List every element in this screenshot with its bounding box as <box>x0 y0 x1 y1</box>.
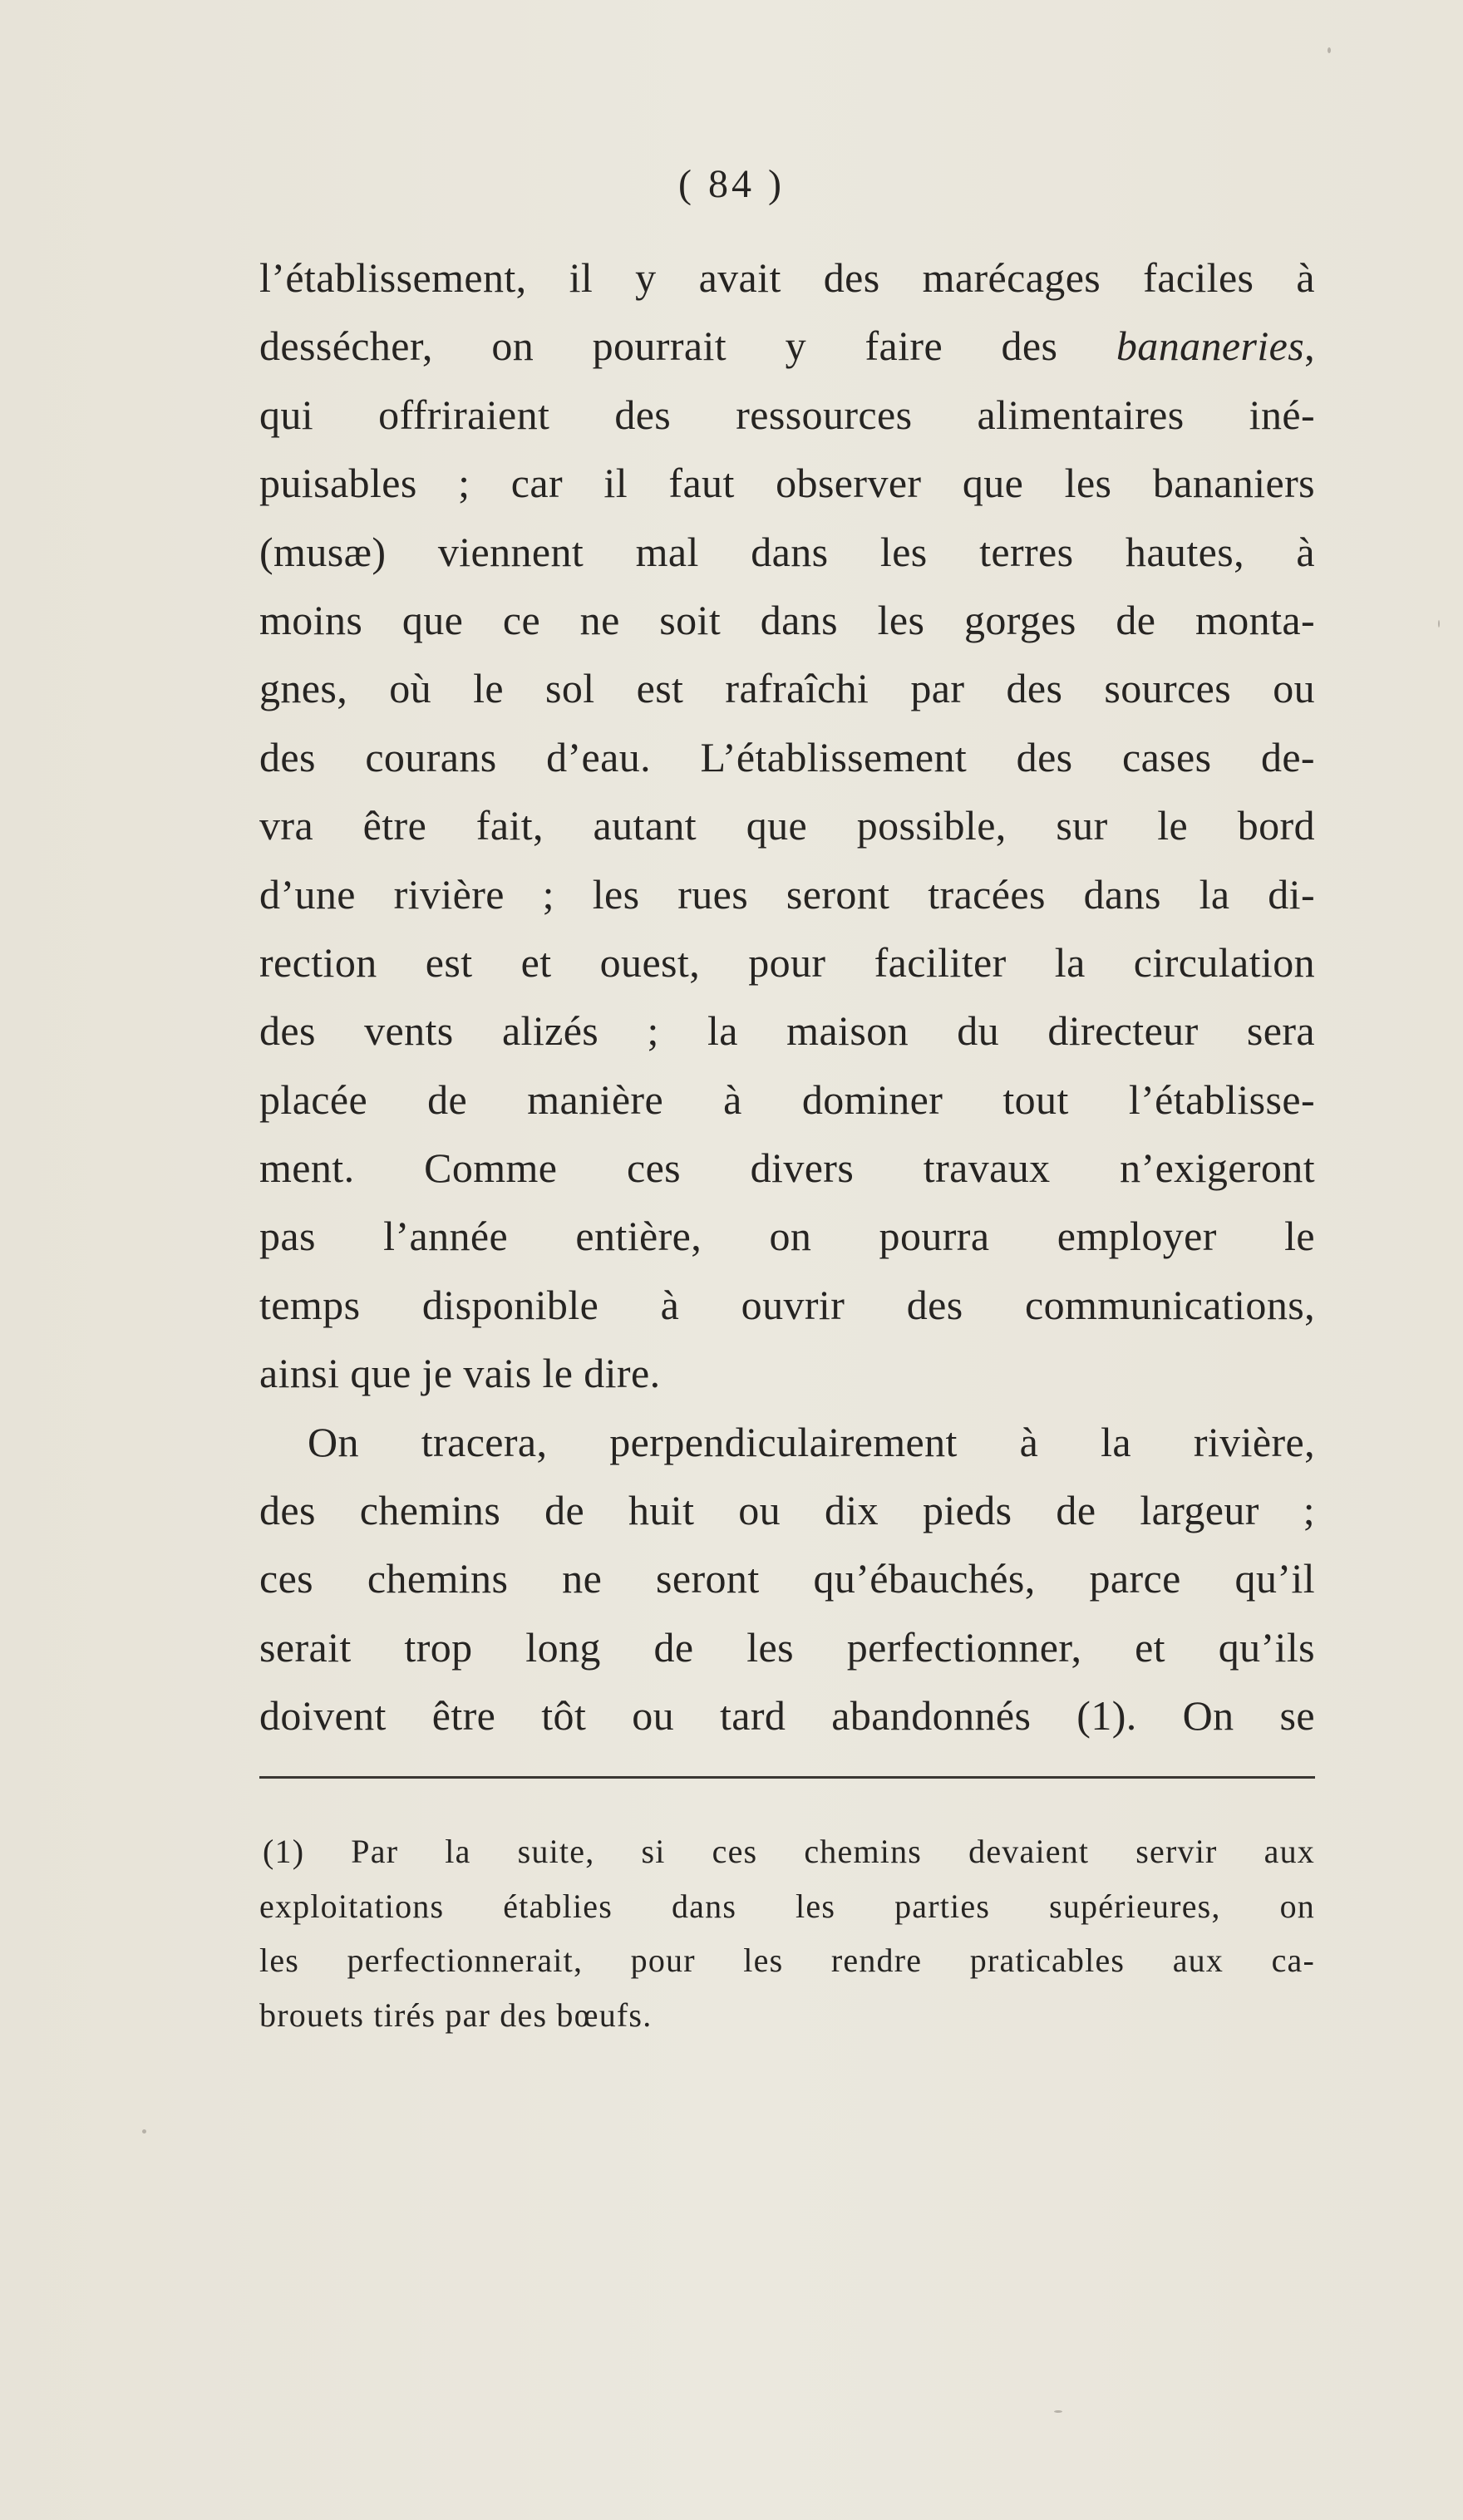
text-line-3: qui offriraient des ressources alimentaires iné- <box>259 391 1315 438</box>
text-line-13: placée de manière à dominer tout l’établisse- <box>259 1075 1315 1123</box>
paper-speck-4 <box>1438 620 1440 628</box>
footnote-divider <box>259 1776 1315 1779</box>
main-text-block <box>259 244 1315 1750</box>
text-line-2-start: dessécher, on pourrait y faire des <box>259 322 1058 370</box>
footnote-line-1: (1) Par la suite, si ces chemins devaient servir aux <box>263 1833 1315 1870</box>
footnote-line-4: brouets tirés par des bœufs. <box>259 1996 653 2034</box>
text-line-11: rection est et ouest, pour faciliter la circulation <box>259 938 1315 986</box>
text-line-2-end: , <box>1304 322 1315 370</box>
paper-speck-1 <box>1328 47 1331 53</box>
text-line-21: serait trop long de les perfectionner, et qu’ils <box>259 1623 1315 1671</box>
text-line-14: ment. Comme ces divers travaux n’exigeront <box>259 1144 1315 1192</box>
text-line-19: des chemins de huit ou dix pieds de largeur ; <box>259 1487 1315 1534</box>
text-line-8: des courans d’eau. L’établissement des cases de- <box>259 733 1315 780</box>
text-line-9: vra être fait, autant que possible, sur le bord <box>259 802 1315 849</box>
page-number: ( 84 ) <box>678 162 785 206</box>
text-line-4: puisables ; car il faut observer que les bananiers <box>259 460 1315 507</box>
text-line-15: pas l’année entière, on pourra employer le <box>259 1213 1315 1260</box>
text-line-18: On tracera, perpendiculairement à la rivière, <box>308 1418 1315 1465</box>
text-line-22: doivent être tôt ou tard abandonnés (1). On se <box>259 1692 1315 1740</box>
text-line-10: d’une rivière ; les rues seront tracées dans la di- <box>259 870 1315 918</box>
text-line-16: temps disponible à ouvrir des communications, <box>259 1281 1315 1328</box>
footnote-block <box>259 1824 1315 2042</box>
italic-bananeries: bananeries <box>1116 322 1305 370</box>
footnote-line-2: exploitations établies dans les parties supérieures, on <box>259 1887 1315 1925</box>
paper-speck-2 <box>142 2129 146 2134</box>
text-line-20: ces chemins ne seront qu’ébauchés, parce qu’il <box>259 1555 1315 1602</box>
text-line-7: gnes, où le sol est rafraîchi par des sources ou <box>259 665 1315 712</box>
paper-speck-3 <box>1054 2410 1062 2413</box>
text-line-1: l’établissement, il y avait des marécages faciles à <box>259 254 1315 301</box>
text-line-5: (musæ) viennent mal dans les terres hautes, à <box>259 528 1315 575</box>
footnote-line-3: les perfectionnerait, pour les rendre praticables aux ca- <box>259 1942 1315 1979</box>
text-line-12: des vents alizés ; la maison du directeur sera <box>259 1007 1315 1055</box>
text-line-2 <box>259 312 1315 380</box>
text-line-17: ainsi que je vais le dire. <box>259 1350 661 1397</box>
text-line-6: moins que ce ne soit dans les gorges de monta- <box>259 596 1315 643</box>
